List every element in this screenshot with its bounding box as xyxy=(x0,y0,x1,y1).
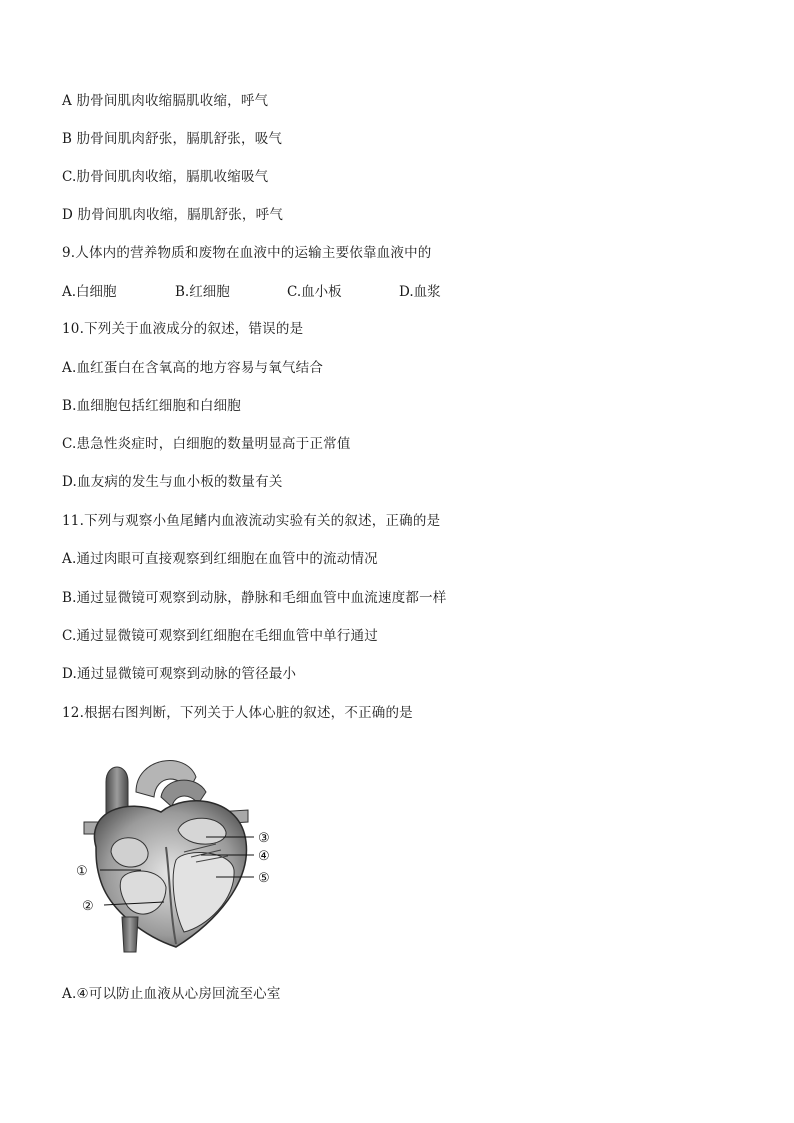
q10-stem: 10.下列关于血液成分的叙述，错误的是 xyxy=(62,321,304,337)
q11-option-a: A.通过肉眼可直接观察到红细胞在血管中的流动情况 xyxy=(62,551,378,567)
q11-stem: 11.下列与观察小鱼尾鳍内血液流动实验有关的叙述，正确的是 xyxy=(62,513,441,529)
q11-option-c: C.通过显微镜可观察到红细胞在毛细血管中单行通过 xyxy=(62,628,378,644)
left-ventricle xyxy=(173,853,234,932)
q9-options xyxy=(62,283,482,301)
q8-option-a: A 肋骨间肌肉收缩膈肌收缩，呼气 xyxy=(62,93,269,109)
q9-option-b: B.红细胞 xyxy=(175,284,230,300)
q12-stem: 12.根据右图判断，下列关于人体心脏的叙述，不正确的是 xyxy=(62,705,413,721)
q8-option-d: D 肋骨间肌肉收缩，膈肌舒张，呼气 xyxy=(62,207,284,223)
heart-diagram-svg xyxy=(66,752,296,957)
figure-label-4: ④ xyxy=(258,849,270,864)
figure-label-1: ① xyxy=(76,864,88,879)
figure-label-3: ③ xyxy=(258,831,270,846)
q9-option-c: C.血小板 xyxy=(287,284,342,300)
figure-label-5: ⑤ xyxy=(258,871,270,886)
q8-option-b: B 肋骨间肌肉舒张，膈肌舒张，吸气 xyxy=(62,131,283,147)
q10-option-a: A.血红蛋白在含氧高的地方容易与氧气结合 xyxy=(62,360,324,376)
q11-option-b: B.通过显微镜可观察到动脉，静脉和毛细血管中血流速度都一样 xyxy=(62,590,447,606)
q11-option-d: D.通过显微镜可观察到动脉的管径最小 xyxy=(62,666,297,682)
q10-option-c: C.患急性炎症时，白细胞的数量明显高于正常值 xyxy=(62,436,351,452)
q12-option-a: A.④可以防止血液从心房回流至心室 xyxy=(62,986,281,1002)
figure-label-2: ② xyxy=(82,899,94,914)
q9-option-d: D.血浆 xyxy=(399,284,441,300)
q10-option-b: B.血细胞包括红细胞和白细胞 xyxy=(62,398,242,414)
q8-option-c: C.肋骨间肌肉收缩，膈肌收缩吸气 xyxy=(62,169,269,185)
q9-option-a: A.白细胞 xyxy=(62,284,117,300)
inferior-vena-cava xyxy=(122,917,138,952)
heart-diagram xyxy=(66,752,296,957)
q10-option-d: D.血友病的发生与血小板的数量有关 xyxy=(62,474,283,490)
q9-stem: 9.人体内的营养物质和废物在血液中的运输主要依靠血液中的 xyxy=(62,245,432,261)
